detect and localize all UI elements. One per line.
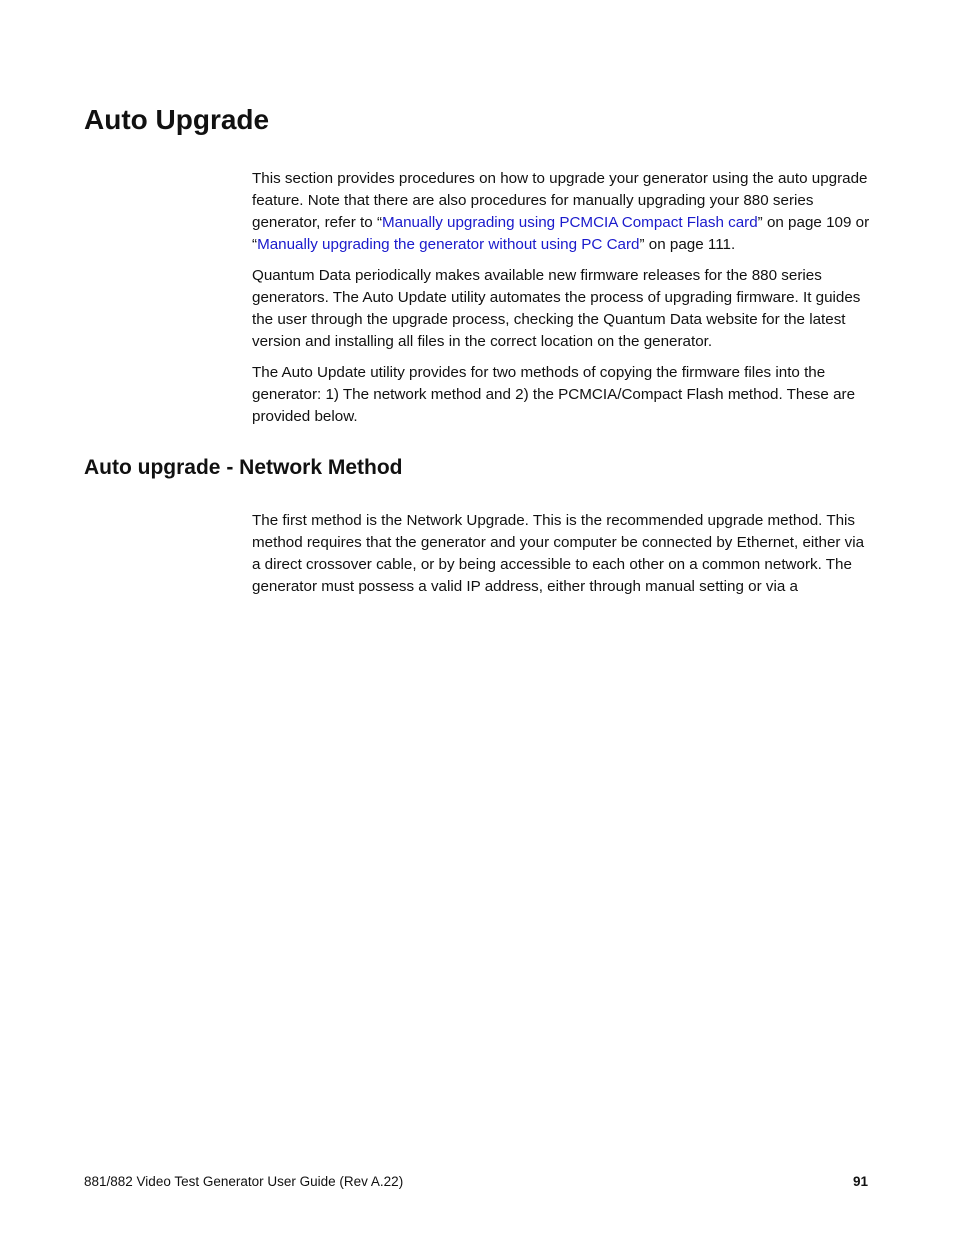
section-heading-network-method: Auto upgrade - Network Method [84,456,403,479]
link-manual-upgrade-without-pc-card[interactable]: Manually upgrading the generator without using PC Card [257,236,640,253]
network-method-section [252,510,874,607]
intro-p1-text-before: This section provides procedures on how to upgrade your generator using the auto upgrade feature. Note that there are also procedures for manually upgrading your 880 series generator, refer to “ [252,170,868,231]
intro-p1-text-after: ” on page 111. [639,236,736,253]
intro-paragraph-3: The Auto Update utility provides for two methods of copying the firmware files into the generator: 1) The network method and 2) the PCMCIA/Compact Flash method. These are provided below. [252,364,856,425]
page-title: Auto Upgrade [84,104,270,135]
intro-paragraph-2: Quantum Data periodically makes available new firmware releases for the 880 series generators. The Auto Update utility automates the process of upgrading firmware. It guides the user through the upgrade process, checking the Quantum Data website for the latest version and installing all files in the correct location on the generator. [252,267,861,350]
link-manual-upgrade-pcmcia[interactable]: Manually upgrading using PCMCIA Compact Flash card [382,214,758,231]
footer-page-number: 91 [852,1174,868,1189]
footer-guide-title: 881/882 Video Test Generator User Guide (Rev A.22) [84,1174,404,1189]
intro-section [252,168,874,437]
intro-paragraph-1 [252,168,874,256]
intro-p1-text-middle: ” on page 109 or “ [252,214,870,253]
network-paragraph-1: The first method is the Network Upgrade. This is the recommended upgrade method. This method requires that the generator and your computer be connected by Ethernet, either via a direct crossover cable, or by being accessible to each other on a common network. The generator must possess a valid IP address, either through manual setting or via a [252,512,865,595]
